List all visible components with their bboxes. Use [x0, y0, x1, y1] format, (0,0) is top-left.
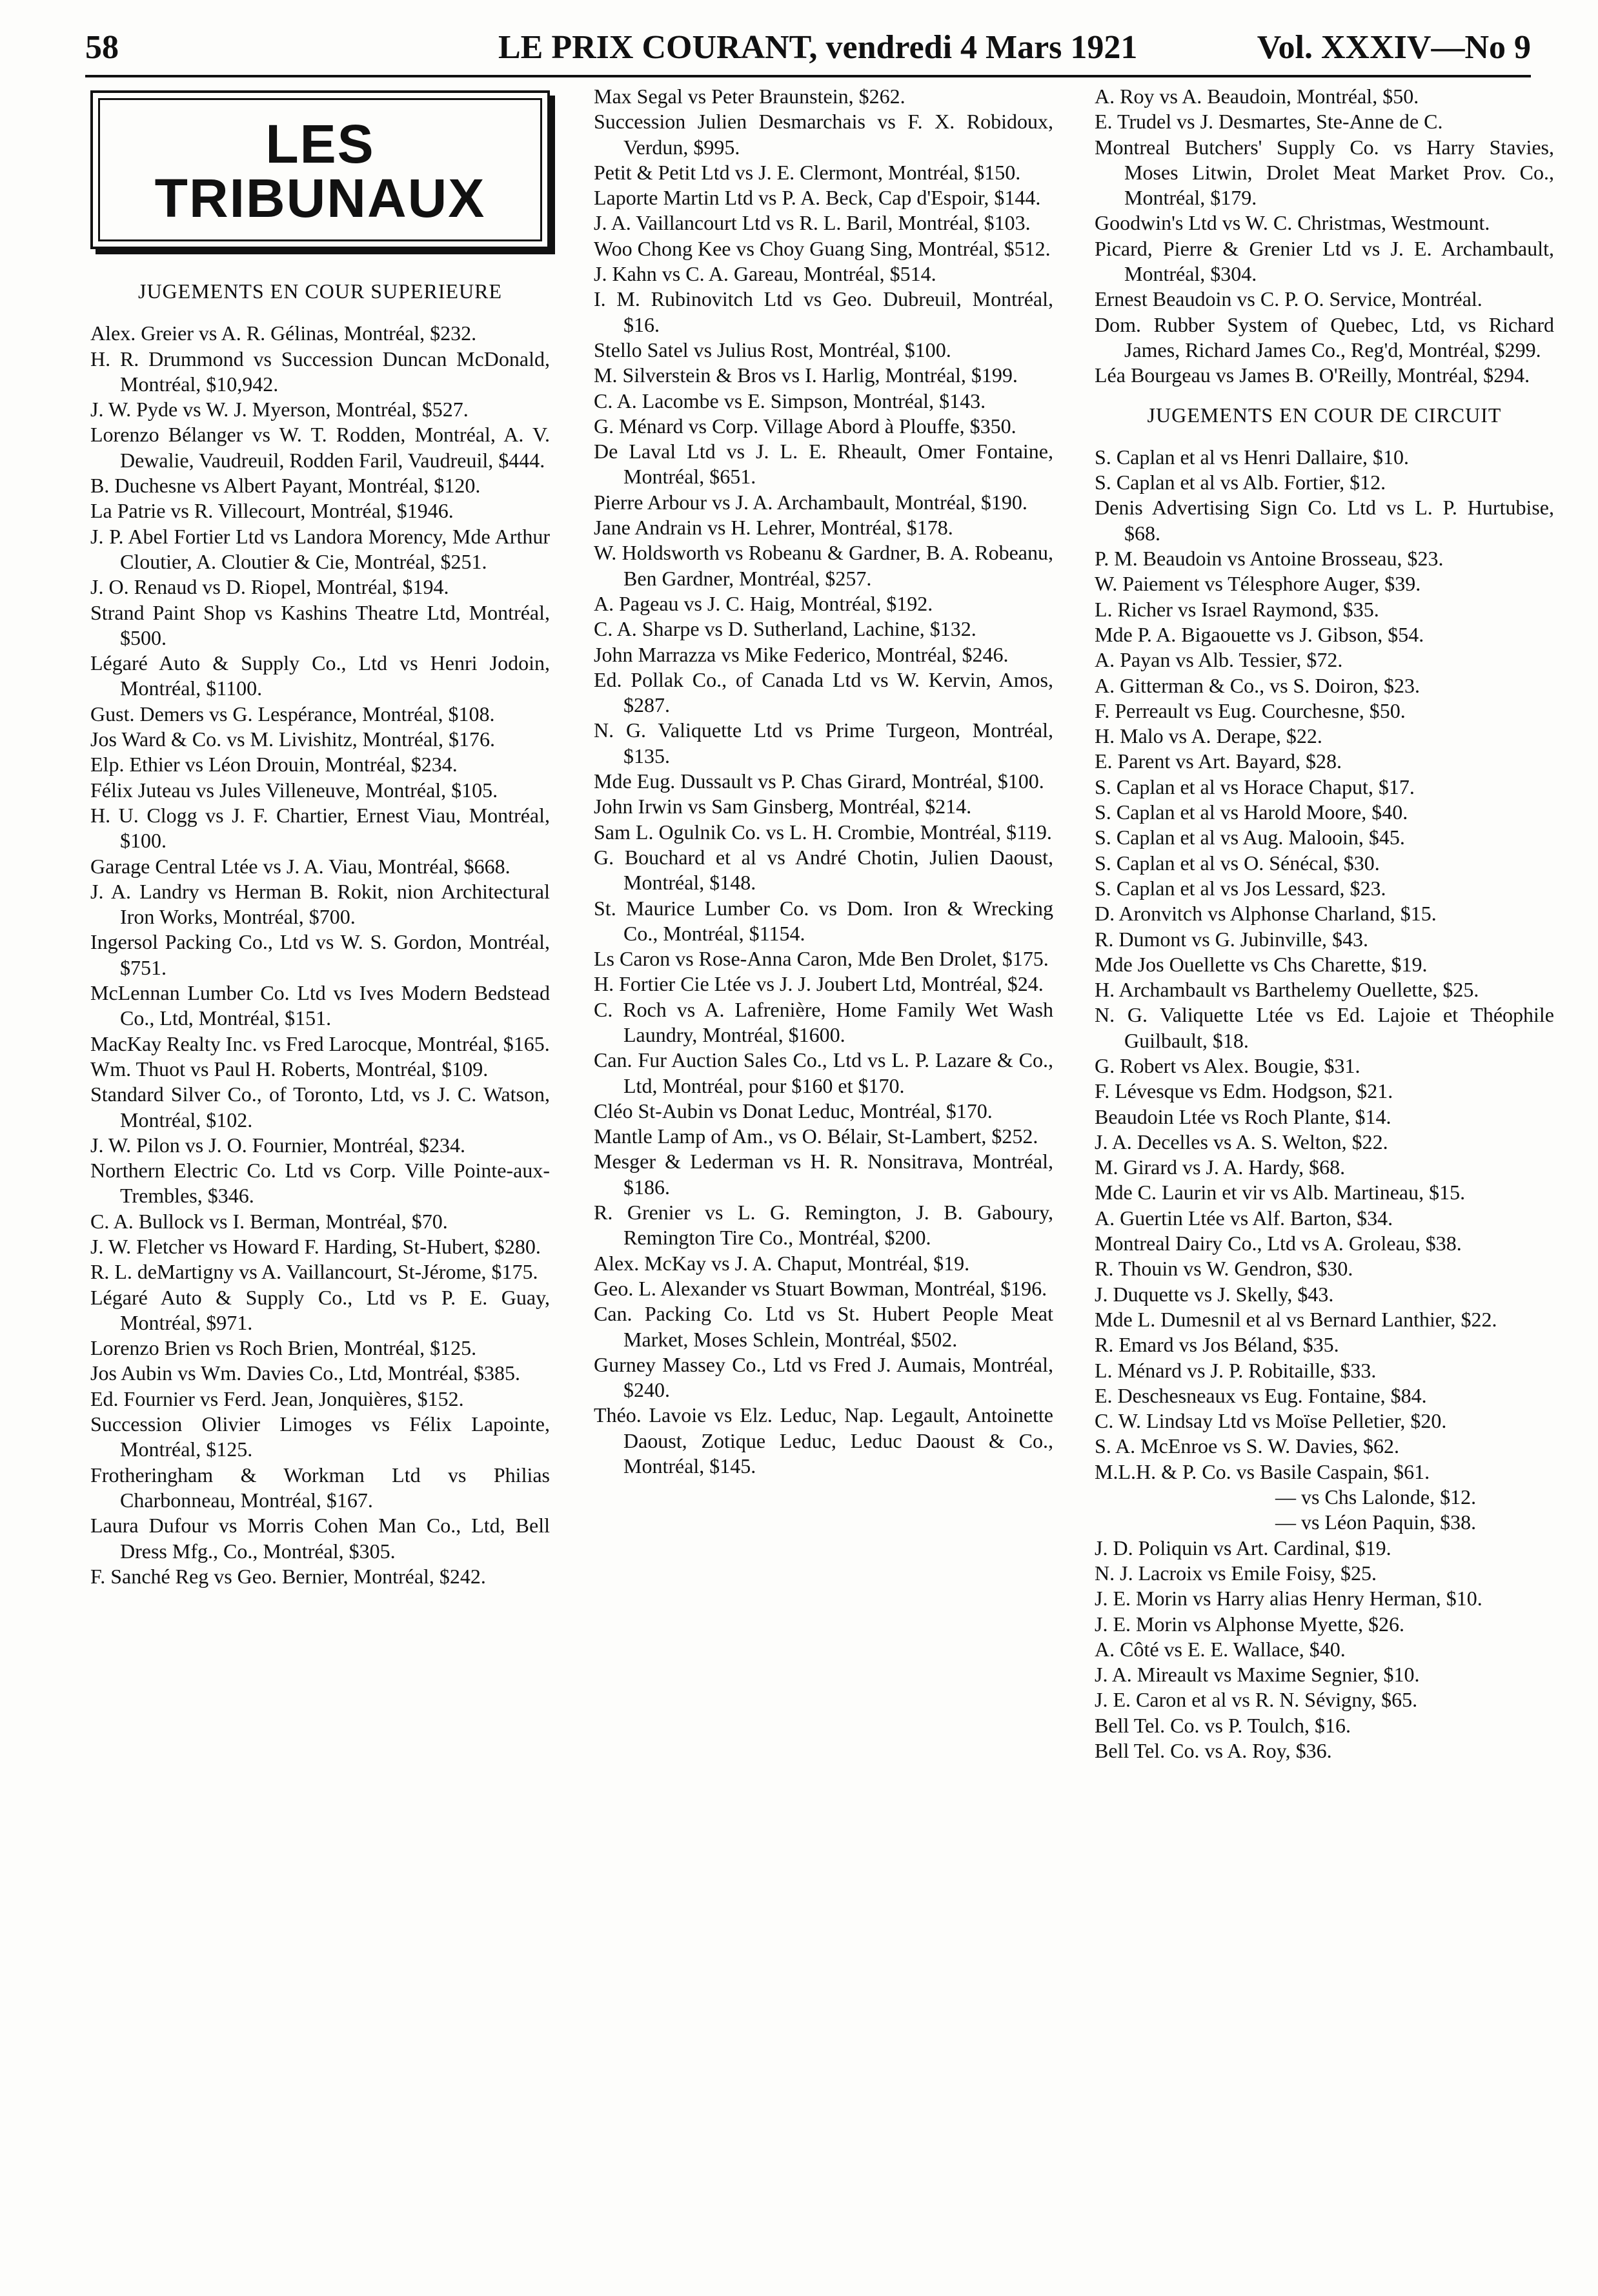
judgment-entry: Léa Bourgeau vs James B. O'Reilly, Montréal, $294. — [1095, 363, 1530, 387]
judgment-entry: J. W. Pyde vs W. J. Myerson, Montréal, $527. — [90, 398, 469, 422]
judgment-entry: R. Thouin vs W. Gendron, $30. — [1095, 1257, 1353, 1281]
judgment-entry: A. Côté vs E. E. Wallace, $40. — [1095, 1637, 1346, 1661]
judgment-entry: Can. Packing Co. Ltd vs St. Hubert People Meat Market, Moses Schlein, Montréal, $502. — [594, 1302, 1053, 1351]
judgment-entry: J. E. Morin vs Harry alias Henry Herman, $10. — [1095, 1587, 1482, 1610]
judgment-entry: Frotheringham & Workman Ltd vs Philias Charbonneau, Montréal, $167. — [90, 1463, 550, 1512]
judgment-entry: Alex. Greier vs A. R. Gélinas, Montréal, $232. — [90, 321, 477, 345]
judgment-entry: Théo. Lavoie vs Elz. Leduc, Nap. Legault, Antoinette Daoust, Zotique Leduc, Leduc Daoust & Co., Montréal, $145. — [594, 1403, 1053, 1478]
judgment-entry: C. Roch vs A. Lafrenière, Home Family Wet Wash Laundry, Montréal, $1600. — [594, 997, 1053, 1046]
judgment-entry: Stello Satel vs Julius Rost, Montréal, $100. — [594, 338, 951, 361]
judgment-entry: G. Ménard vs Corp. Village Abord à Plouffe, $350. — [594, 414, 1016, 438]
judgment-entry: B. Duchesne vs Albert Payant, Montréal, $120. — [90, 474, 481, 498]
judgment-entry: E. Deschesneaux vs Eug. Fontaine, $84. — [1095, 1383, 1427, 1407]
judgment-entry: Dom. Rubber System of Quebec, Ltd, vs Richard James, Richard James Co., Reg'd, Montréal, $299. — [1095, 312, 1554, 361]
judgment-entry: J. A. Vaillancourt Ltd vs R. L. Baril, Montréal, $103. — [594, 211, 1031, 235]
judgment-entry: S. Caplan et al vs Henri Dallaire, $10. — [1095, 445, 1409, 469]
judgment-entry: J. P. Abel Fortier Ltd vs Landora Morency, Mde Arthur Cloutier, A. Cloutier & Cie, Montréal, $251. — [90, 524, 550, 573]
judgment-entry: Ingersol Packing Co., Ltd vs W. S. Gordon, Montréal, $751. — [90, 930, 550, 979]
judgment-entry: S. Caplan et al vs O. Sénécal, $30. — [1095, 851, 1380, 875]
judgment-entry: H. U. Clogg vs J. F. Chartier, Ernest Viau, Montréal, $100. — [90, 803, 550, 853]
judgment-entry: Petit & Petit Ltd vs J. E. Clermont, Montréal, $150. — [594, 160, 1021, 184]
judgment-entry: Ed. Fournier vs Ferd. Jean, Jonquières, $152. — [90, 1387, 464, 1410]
column-2 — [594, 84, 1053, 1479]
judgment-entry: Sam L. Ogulnik Co. vs L. H. Crombie, Montréal, $119. — [594, 820, 1052, 844]
judgment-entry: S. Caplan et al vs Aug. Malooin, $45. — [1095, 826, 1405, 849]
publication-title: LE PRIX COURANT, vendredi 4 Mars 1921 — [498, 29, 1138, 66]
judgment-list — [594, 84, 1053, 1479]
judgment-entry: Denis Advertising Sign Co. Ltd vs L. P. Hurtubise, $68. — [1095, 496, 1554, 545]
judgment-list — [90, 321, 550, 1589]
column-3 — [1095, 84, 1554, 1763]
judgment-entry: Strand Paint Shop vs Kashins Theatre Ltd, Montréal, $500. — [90, 600, 550, 649]
judgment-entry: Montreal Butchers' Supply Co. vs Harry Stavies, Moses Litwin, Drolet Meat Market Prov. Co., Montréal, $179. — [1095, 135, 1554, 210]
judgment-entry: Ls Caron vs Rose-Anna Caron, Mde Ben Drolet, $175. — [594, 947, 1049, 971]
judgment-entry: H. Fortier Cie Ltée vs J. J. Joubert Ltd, Montréal, $24. — [594, 972, 1044, 996]
judgment-entry: L. Richer vs Israel Raymond, $35. — [1095, 597, 1379, 621]
judgment-entry: J. Kahn vs C. A. Gareau, Montréal, $514. — [594, 262, 936, 286]
judgment-entry: De Laval Ltd vs J. L. E. Rheault, Omer Fontaine, Montréal, $651. — [594, 440, 1053, 489]
judgment-entry: — vs Léon Paquin, $38. — [1275, 1510, 1477, 1534]
judgment-entry: A. Roy vs A. Beaudoin, Montréal, $50. — [1095, 85, 1419, 108]
judgment-entry: D. Aronvitch vs Alphonse Charland, $15. — [1095, 902, 1437, 926]
judgment-entry: H. Archambault vs Barthelemy Ouellette, $25. — [1095, 978, 1479, 1002]
judgment-entry: Goodwin's Ltd vs W. C. Christmas, Westmount. — [1095, 211, 1490, 235]
judgment-entry: F. Sanché Reg vs Geo. Bernier, Montréal, $242. — [90, 1564, 486, 1588]
judgment-entry: J. W. Fletcher vs Howard F. Harding, St-Hubert, $280. — [90, 1234, 541, 1258]
judgment-entry: Woo Chong Kee vs Choy Guang Sing, Montréal, $512. — [594, 236, 1051, 260]
judgment-entry: Légaré Auto & Supply Co., Ltd vs Henri Jodoin, Montréal, $1100. — [90, 651, 550, 700]
judgment-entry: Succession Julien Desmarchais vs F. X. Robidoux, Verdun, $995. — [594, 110, 1053, 159]
judgment-entry: Montreal Dairy Co., Ltd vs A. Groleau, $38. — [1095, 1232, 1462, 1255]
judgment-entry: R. L. deMartigny vs A. Vaillancourt, St-Jérome, $175. — [90, 1260, 538, 1284]
judgment-entry: F. Perreault vs Eug. Courchesne, $50. — [1095, 698, 1406, 722]
judgment-list — [1095, 84, 1554, 389]
judgment-entry: Max Segal vs Peter Braunstein, $262. — [594, 85, 905, 108]
judgment-entry: Lorenzo Brien vs Roch Brien, Montréal, $125. — [90, 1336, 477, 1360]
judgment-entry: R. Emard vs Jos Béland, $35. — [1095, 1333, 1339, 1357]
judgment-entry: C. A. Lacombe vs E. Simpson, Montréal, $143. — [594, 389, 986, 412]
judgment-entry: J. O. Renaud vs D. Riopel, Montréal, $194. — [90, 575, 449, 599]
judgment-entry: Geo. L. Alexander vs Stuart Bowman, Montréal, $196. — [594, 1276, 1047, 1300]
judgment-entry: Bell Tel. Co. vs P. Toulch, $16. — [1095, 1713, 1351, 1737]
judgment-entry: S. Caplan et al vs Horace Chaput, $17. — [1095, 775, 1415, 798]
judgment-entry: La Patrie vs R. Villecourt, Montréal, $1946. — [90, 499, 454, 523]
judgment-entry: Can. Fur Auction Sales Co., Ltd vs L. P. Lazare & Co., Ltd, Montréal, pour $160 et $170. — [594, 1048, 1053, 1097]
judgment-entry: Mde L. Dumesnil et al vs Bernard Lanthier, $22. — [1095, 1307, 1497, 1331]
judgment-entry: A. Guertin Ltée vs Alf. Barton, $34. — [1095, 1206, 1393, 1230]
judgment-entry: E. Parent vs Art. Bayard, $28. — [1095, 749, 1342, 773]
judgment-entry: — vs Chs Lalonde, $12. — [1275, 1485, 1477, 1509]
judgment-entry: Mde C. Laurin et vir vs Alb. Martineau, $15. — [1095, 1181, 1466, 1204]
judgment-entry: Gust. Demers vs G. Lespérance, Montréal, $108. — [90, 702, 495, 726]
judgment-entry: L. Ménard vs J. P. Robitaille, $33. — [1095, 1358, 1377, 1382]
judgment-entry: W. Holdsworth vs Robeanu & Gardner, B. A. Robeanu, Ben Gardner, Montréal, $257. — [594, 541, 1053, 590]
judgment-entry: I. M. Rubinovitch Ltd vs Geo. Dubreuil, Montréal, $16. — [594, 287, 1053, 336]
judgment-entry: J. E. Morin vs Alphonse Myette, $26. — [1095, 1612, 1404, 1636]
judgment-entry: Mde Eug. Dussault vs P. Chas Girard, Montréal, $100. — [594, 769, 1044, 793]
judgment-entry: C. A. Bullock vs I. Berman, Montréal, $70. — [90, 1209, 448, 1233]
judgment-entry: A. Gitterman & Co., vs S. Doiron, $23. — [1095, 673, 1420, 697]
judgment-entry: Jos Aubin vs Wm. Davies Co., Ltd, Montréal, $385. — [90, 1361, 521, 1385]
judgment-entry: Picard, Pierre & Grenier Ltd vs J. E. Archambault, Montréal, $304. — [1095, 236, 1554, 286]
judgment-entry: Mantle Lamp of Am., vs O. Bélair, St-Lambert, $252. — [594, 1124, 1038, 1148]
judgment-entry: N. J. Lacroix vs Emile Foisy, $25. — [1095, 1561, 1377, 1585]
judgment-entry: John Marrazza vs Mike Federico, Montréal, $246. — [594, 642, 1009, 666]
judgment-entry: C. W. Lindsay Ltd vs Moïse Pelletier, $20. — [1095, 1409, 1447, 1433]
section-banner — [90, 90, 550, 249]
judgment-entry: Succession Olivier Limoges vs Félix Lapointe, Montréal, $125. — [90, 1412, 550, 1461]
judgment-entry: J. E. Caron et al vs R. N. Sévigny, $65. — [1095, 1688, 1418, 1712]
judgment-entry: J. W. Pilon vs J. O. Fournier, Montréal, $234. — [90, 1133, 465, 1157]
judgment-entry: Mesger & Lederman vs H. R. Nonsitrava, Montréal, $186. — [594, 1150, 1053, 1199]
judgment-entry: Jos Ward & Co. vs M. Livishitz, Montréal, $176. — [90, 727, 496, 751]
judgment-entry: W. Paiement vs Télesphore Auger, $39. — [1095, 572, 1421, 596]
judgment-entry: H. R. Drummond vs Succession Duncan McDonald, Montréal, $10,942. — [90, 347, 550, 396]
judgment-list — [1095, 445, 1554, 1763]
judgment-entry: Laura Dufour vs Morris Cohen Man Co., Ltd, Bell Dress Mfg., Co., Montréal, $305. — [90, 1514, 550, 1563]
judgment-entry: J. A. Decelles vs A. S. Welton, $22. — [1095, 1130, 1388, 1153]
judgment-entry: Beaudoin Ltée vs Roch Plante, $14. — [1095, 1104, 1391, 1128]
judgment-entry: M. Girard vs J. A. Hardy, $68. — [1095, 1155, 1346, 1179]
judgment-entry: C. A. Sharpe vs D. Sutherland, Lachine, $132. — [594, 617, 976, 641]
judgment-entry: Cléo St-Aubin vs Donat Leduc, Montréal, $170. — [594, 1099, 993, 1123]
judgment-entry: Laporte Martin Ltd vs P. A. Beck, Cap d'Espoir, $144. — [594, 186, 1041, 210]
judgment-entry: J. A. Landry vs Herman B. Rokit, nion Architectural Iron Works, Montréal, $700. — [90, 879, 550, 929]
judgment-entry: J. A. Mireault vs Maxime Segnier, $10. — [1095, 1663, 1420, 1687]
judgment-entry: Ed. Pollak Co., of Canada Ltd vs W. Kervin, Amos, $287. — [594, 667, 1053, 717]
column-1 — [90, 84, 550, 1589]
judgment-entry: Félix Juteau vs Jules Villeneuve, Montréal, $105. — [90, 778, 498, 802]
judgment-entry: Garage Central Ltée vs J. A. Viau, Montréal, $668. — [90, 854, 511, 878]
banner-title: LES TRIBUNAUX — [98, 98, 542, 241]
judgment-entry: M. Silverstein & Bros vs I. Harlig, Montréal, $199. — [594, 363, 1018, 387]
judgment-entry: Alex. McKay vs J. A. Chaput, Montréal, $19. — [594, 1251, 970, 1275]
judgment-entry: Mde P. A. Bigaouette vs J. Gibson, $54. — [1095, 622, 1424, 646]
judgment-entry: E. Trudel vs J. Desmartes, Ste-Anne de C. — [1095, 110, 1443, 134]
judgment-entry: M.L.H. & P. Co. vs Basile Caspain, $61. — [1095, 1459, 1430, 1483]
judgment-entry: McLennan Lumber Co. Ltd vs Ives Modern Bedstead Co., Ltd, Montréal, $151. — [90, 981, 550, 1030]
judgment-entry: N. G. Valiquette Ltd vs Prime Turgeon, Montréal, $135. — [594, 718, 1053, 767]
judgment-entry: Bell Tel. Co. vs A. Roy, $36. — [1095, 1739, 1332, 1762]
section-heading-superieure: JUGEMENTS EN COUR SUPERIEURE — [137, 279, 503, 303]
page-number: 58 — [85, 29, 119, 66]
judgment-entry: G. Bouchard et al vs André Chotin, Julien Daoust, Montréal, $148. — [594, 845, 1053, 895]
judgment-entry: Lorenzo Bélanger vs W. T. Rodden, Montréal, A. V. Dewalie, Vaudreuil, Rodden Faril, Vaudreuil, $444. — [90, 423, 550, 472]
judgment-entry: MacKay Realty Inc. vs Fred Larocque, Montréal, $165. — [90, 1031, 550, 1055]
section-heading-circuit: JUGEMENTS EN COUR DE CIRCUIT — [1147, 403, 1502, 427]
judgment-entry: Wm. Thuot vs Paul H. Roberts, Montréal, $109. — [90, 1057, 489, 1081]
judgment-entry: John Irwin vs Sam Ginsberg, Montréal, $214. — [594, 795, 972, 818]
judgment-entry: S. A. McEnroe vs S. W. Davies, $62. — [1095, 1434, 1399, 1458]
judgment-entry: Ernest Beaudoin vs C. P. O. Service, Montréal. — [1095, 287, 1482, 311]
judgment-entry: F. Lévesque vs Edm. Hodgson, $21. — [1095, 1079, 1393, 1103]
judgment-entry: S. Caplan et al vs Harold Moore, $40. — [1095, 800, 1408, 824]
judgment-entry: Légaré Auto & Supply Co., Ltd vs P. E. Guay, Montréal, $971. — [90, 1285, 550, 1334]
page-header — [85, 25, 1531, 77]
judgment-entry: Standard Silver Co., of Toronto, Ltd, vs J. C. Watson, Montréal, $102. — [90, 1082, 550, 1132]
judgment-entry: St. Maurice Lumber Co. vs Dom. Iron & Wrecking Co., Montréal, $1154. — [594, 896, 1053, 945]
judgment-entry: Northern Electric Co. Ltd vs Corp. Ville Pointe-aux-Trembles, $346. — [90, 1159, 550, 1208]
judgment-entry: A. Payan vs Alb. Tessier, $72. — [1095, 648, 1343, 672]
judgment-entry: R. Dumont vs G. Jubinville, $43. — [1095, 927, 1369, 951]
judgment-entry: H. Malo vs A. Derape, $22. — [1095, 724, 1322, 748]
judgment-entry: Jane Andrain vs H. Lehrer, Montréal, $178. — [594, 516, 953, 540]
judgment-entry: Elp. Ethier vs Léon Drouin, Montréal, $234. — [90, 753, 458, 777]
volume-number: Vol. XXXIV—No 9 — [1257, 29, 1531, 66]
judgment-entry: S. Caplan et al vs Alb. Fortier, $12. — [1095, 471, 1386, 494]
judgment-entry: R. Grenier vs L. G. Remington, J. B. Gaboury, Remington Tire Co., Montréal, $200. — [594, 1201, 1053, 1250]
judgment-entry: Pierre Arbour vs J. A. Archambault, Montréal, $190. — [594, 490, 1027, 514]
judgment-entry: P. M. Beaudoin vs Antoine Brosseau, $23. — [1095, 547, 1444, 571]
judgment-entry: Gurney Massey Co., Ltd vs Fred J. Aumais, Montréal, $240. — [594, 1352, 1053, 1402]
judgment-entry: G. Robert vs Alex. Bougie, $31. — [1095, 1053, 1360, 1077]
judgment-entry: S. Caplan et al vs Jos Lessard, $23. — [1095, 876, 1386, 900]
judgment-entry: A. Pageau vs J. C. Haig, Montréal, $192. — [594, 591, 933, 615]
judgment-entry: J. D. Poliquin vs Art. Cardinal, $19. — [1095, 1536, 1391, 1559]
judgment-entry: J. Duquette vs J. Skelly, $43. — [1095, 1282, 1334, 1306]
judgment-entry: Mde Jos Ouellette vs Chs Charette, $19. — [1095, 952, 1428, 976]
judgment-entry: N. G. Valiquette Ltée vs Ed. Lajoie et Théophile Guilbault, $18. — [1095, 1003, 1554, 1052]
